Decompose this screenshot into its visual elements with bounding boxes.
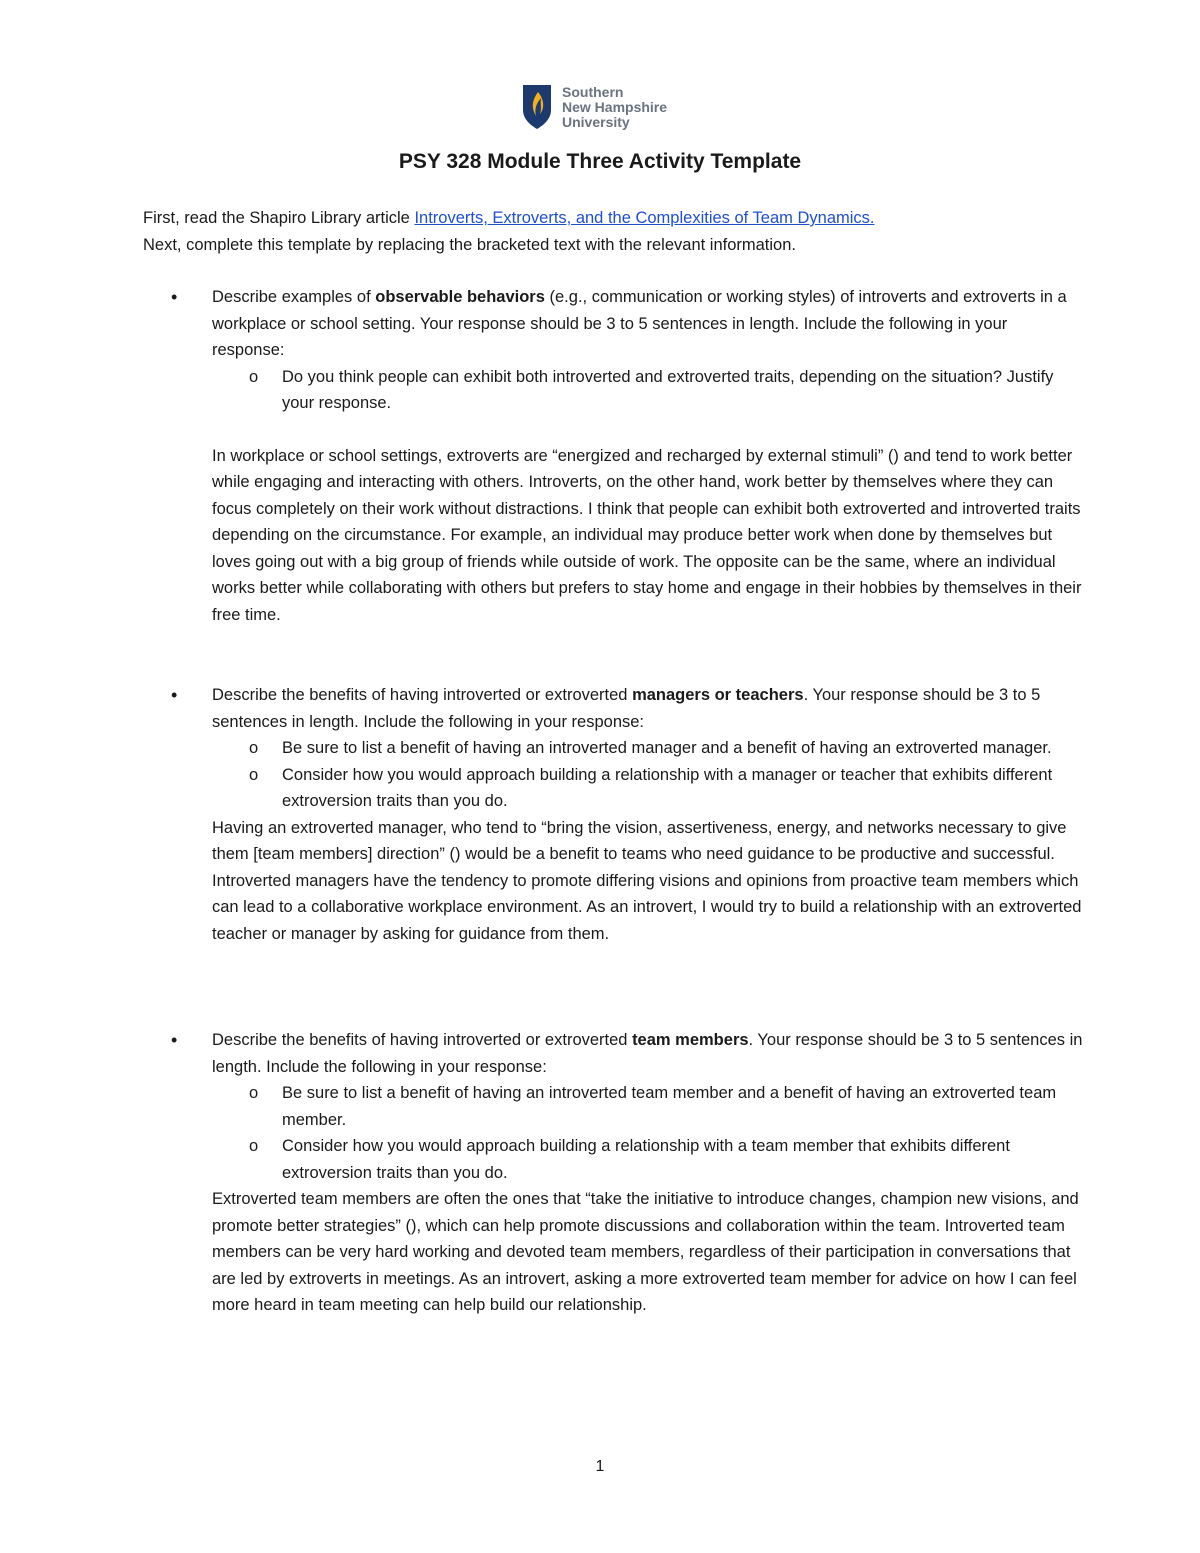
logo-line: Southern: [562, 83, 624, 100]
bullet-marker: •: [171, 685, 178, 705]
sub-point: [143, 735, 1083, 762]
section-team-members: [143, 1027, 1083, 1319]
bullet-marker: •: [171, 1030, 178, 1050]
intro-line-1: [143, 205, 1103, 232]
bullet-item: [143, 284, 1083, 364]
sub-marker: o: [249, 367, 259, 386]
response-text: Having an extroverted manager, who tend to “bring the vision, assertiveness, energy, and networks necessary to give them [team members] direction” () would be a benefit to teams who need guidance to be productive and successful. Introverted managers have the tendency to promote differing visions and opinions from proactive team members which can lead to a collaborative workplace environment. As an introvert, I would try to build a relationship with an extroverted teacher or manager by asking for guidance from them.: [212, 818, 1082, 943]
response-text: Extroverted team members are often the ones that “take the initiative to introduce changes, champion new visions, and promote better strategies” (), which can help promote discussions and collaboration within the team. Introverted team members can be very hard working and devoted team members, regardless of their participation in conversations that are led by extroverts in meetings. As an introvert, asking a more extroverted team member for advice on how I can feel more heard in team meeting can help build our relationship.: [212, 1190, 1079, 1314]
sub-marker: o: [249, 1137, 259, 1155]
sub-point-text: Consider how you would approach building a relationship with a team member that exhibits different extroversion traits than you do.: [282, 1137, 1010, 1182]
prompt-text: [212, 284, 1083, 364]
sub-point-text: Be sure to list a benefit of having an introverted manager and a benefit of having an extroverted manager.: [282, 739, 1052, 757]
prompt-part: Describe the benefits of having introverted or extroverted: [212, 1031, 633, 1049]
sub-point: [143, 1133, 1083, 1186]
section-observable-behaviors: [143, 284, 1083, 628]
prompt-text: [212, 682, 1083, 735]
section-managers-teachers: [143, 682, 1083, 947]
sub-point: [143, 364, 1083, 417]
sub-marker: o: [249, 765, 259, 784]
page-title: PSY 328 Module Three Activity Template: [398, 150, 802, 173]
sub-point: [143, 1080, 1083, 1133]
bullet-item: [143, 1027, 1083, 1080]
prompt-part: Describe the benefits of having introverted or extroverted: [212, 686, 633, 704]
prompt-bold: team members: [632, 1031, 749, 1049]
bullet-marker: •: [171, 287, 178, 307]
intro: [143, 205, 1103, 258]
logo-wordmark: [562, 85, 667, 130]
sub-point: [143, 762, 1083, 815]
prompt-bold: managers or teachers: [632, 686, 804, 704]
logo-line: University: [562, 113, 630, 130]
bullet-item: [143, 682, 1083, 735]
page-number: 1: [595, 1458, 605, 1475]
university-logo: [522, 84, 667, 130]
prompt-part: (e.g., communication or working styles) of introverts and extroverts in a workplace or school setting. Your response should be 3 to 5 sentences in length. Include the following in your response:: [212, 288, 1067, 359]
intro-line-2: Next, complete this template by replacing the bracketed text with the relevant information.: [143, 235, 796, 254]
sub-point-text: Do you think people can exhibit both introverted and extroverted traits, depending on the situation? Justify your response.: [282, 367, 1054, 412]
sub-point-text: Be sure to list a benefit of having an introverted team member and a benefit of having an extroverted team member.: [282, 1084, 1057, 1129]
prompt-bold: observable behaviors: [375, 288, 545, 306]
shield-flame-icon: [522, 84, 552, 130]
sub-marker: o: [249, 1084, 259, 1102]
logo-line: New Hampshire: [562, 98, 668, 115]
intro-text: First, read the Shapiro Library article: [143, 209, 415, 227]
response-text: In workplace or school settings, extroverts are “energized and recharged by external stimuli” () and tend to work better while engaging and interacting with others. Introverts, on the other hand, work better by themselves where they can focus completely on their work without distractions. I think that people can exhibit both extroverted and introverted traits depending on the circumstance. For example, an individual may produce better work when done by themselves but loves going out with a big group of friends while outside of work. The opposite can be the same, where an individual works better while collaborating with others but prefers to stay home and engage in their hobbies by themselves in their free time.: [212, 446, 1082, 624]
prompt-part: Describe examples of: [212, 288, 376, 306]
prompt-part: . Your response should be 3 to 5 sentences in length. Include the following in your response:: [212, 1031, 1083, 1076]
sub-point-text: Consider how you would approach building a relationship with a manager or teacher that exhibits different extroversion traits than you do.: [282, 765, 1053, 810]
sub-marker: o: [249, 739, 259, 757]
article-link[interactable]: Introverts, Extroverts, and the Complexities of Team Dynamics.: [414, 209, 875, 227]
prompt-text: [212, 1027, 1083, 1080]
prompt-part: . Your response should be 3 to 5 sentences in length. Include the following in your response:: [212, 686, 1041, 731]
